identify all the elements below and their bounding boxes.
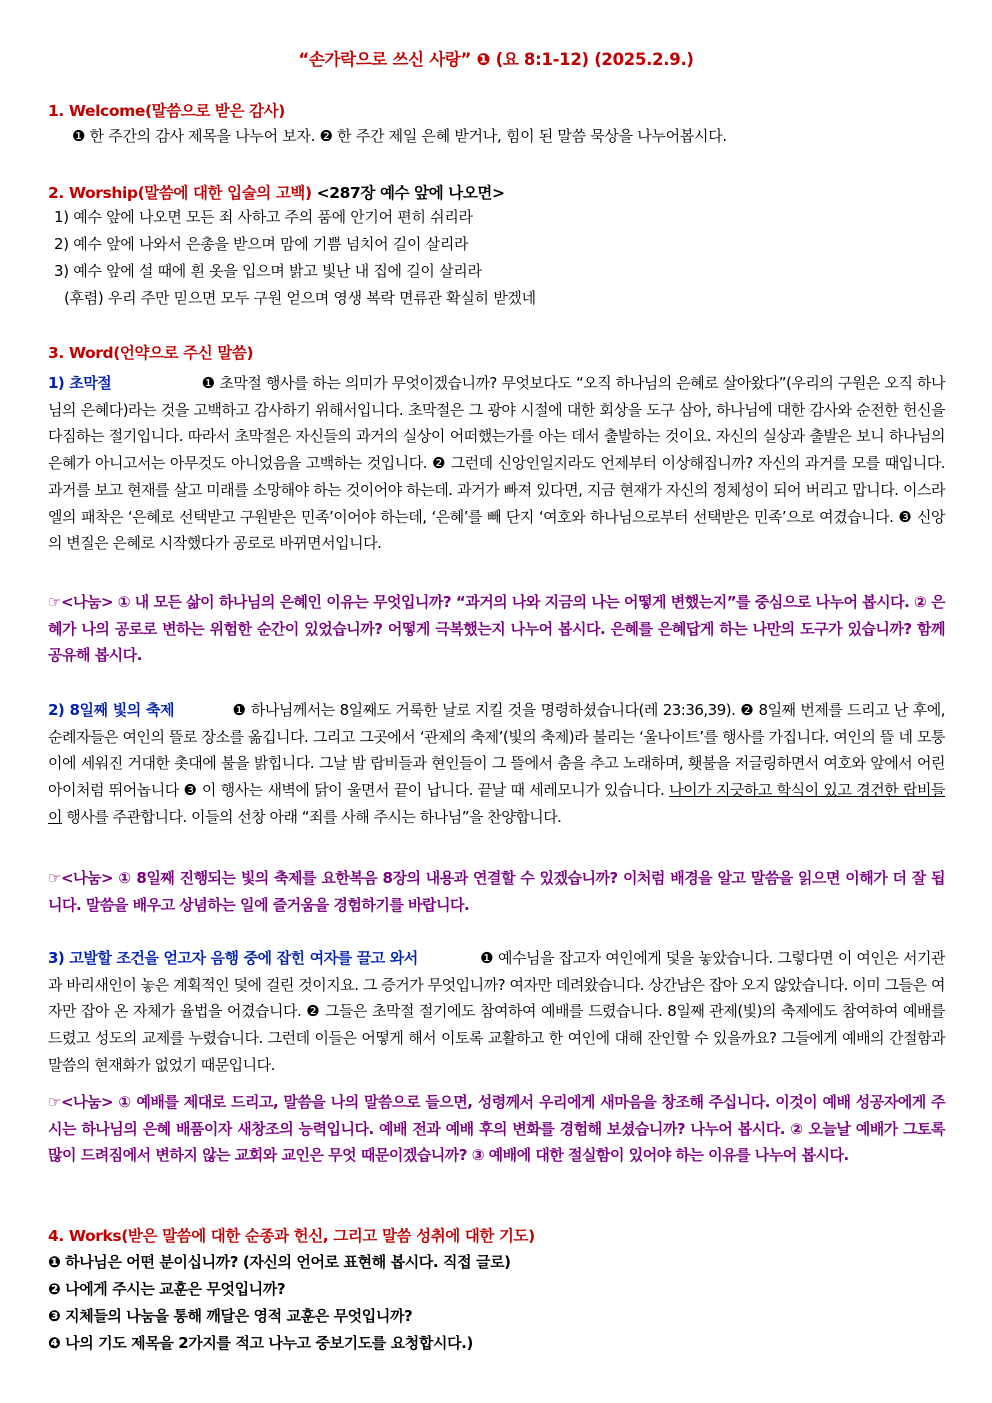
subtitle-adulterous-woman: 3) 고발할 조건을 얻고자 음행 중에 잡힌 여자를 끌고 와서: [48, 949, 418, 967]
paragraph-3-body: ❶ 예수님을 잡고자 여인에게 덫을 놓았습니다. 그렇다면 이 여인은 서기관과 바리새인이 놓은 계획적인 덫에 걸린 것이지요. 그 증거가 무엇입니까? 여자만 데려왔습니다. 상간남은 잡아 오지 않았습니다. 이미 그들은 여자만 잡아 온 자체가 율법을 어겼습니다. ❷ 그들은 초막절 절기에도 참여하여 예배를 드렸습니다. 8일째 관제(빛)의 축제에도 참여하여 예배를 드렸고 성도의 교제를 누렸습니다. 그런데 이들은 어떻게 해서 이토록 교활하고 한 여인에 대해 잔인할 수 있을까요? 그들에게 예배의 간절함과 말씀의 현재화가 없었기 때문입니다.: [48, 949, 945, 1074]
hymn-title: <287장 예수 앞에 나오면>: [316, 184, 505, 202]
title-reference: (요 8:1-12) (2025.2.9.): [495, 50, 694, 69]
worship-heading-text: 2. Worship(말씀에 대한 입술의 고백): [48, 184, 312, 202]
subtitle-tabernacles: 1) 초막절: [48, 374, 112, 392]
subtitle-festival-of-lights: 2) 8일째 빛의 축제: [48, 701, 174, 719]
paragraph-1-body: ❶ 초막절 행사를 하는 의미가 무엇이겠습니까? 무엇보다도 “오직 하나님의 은혜로 살아왔다”(우리의 구원은 오직 하나님의 은혜다)라는 것을 고백하고 감사하기 위해서입니다. 초막절은 그 광야 시절에 대한 회상을 도구 삼아, 하나님에 대한 감사와 순전한 헌신을 다짐하는 절기입니다. 따라서 초막절은 자신들의 과거의 실상이 어떠했는가를 아는 데서 출발하는 것이요. 자신의 실상과 출발은 보니 하나님의 은혜가 아니고서는 아무것도 아니었음을 고백하는 것입니다. ❷ 그런데 신앙인일지라도 언제부터 이상해집니까? 자신의 과거를 모를 때입니다. 과거를 보고 현재를 살고 미래를 소망해야 하는 것이어야 하는데. 과거가 빠져 있다면, 지금 현재가 자신의 정체성이 되어 버리고 맙니다. 이스라엘의 패착은 ‘은혜로 선택받고 구원받은 민족’이어야 하는데, ‘은혜’를 빼 단지 ‘여호와 하나님으로부터 선택받은 민족’으로 여겼습니다. ❸ 신앙의 변질은 은혜로 시작했다가 공로로 바뀌면서입니다.: [48, 374, 945, 553]
paragraph-2-body-a: ❶ 하나님께서는 8일째도 거룩한 날로 지킬 것을 명령하셨습니다(레 23:36,39). ❷ 8일째 번제를 드리고 난 후에, 순례자들은 여인의 뜰로 장소를 옮깁니다. 그리고 그곳에서 ‘관제의 축제’(빛의 축제)라 불리는 ‘울나이트’를 행사를 가집니다. 여인의 뜰 네 모퉁이에 세워진 거대한 촛대에 불을 밝힙니다. 그날 밤 랍비들과 현인들이 그 뜰에서 춤을 추고 노래하며, 횃불을 저글링하면서 여호와 앞에서 어린아이처럼 뛰어놉니다 ❸ 이 행사는 새벽에 닭이 울면서 끝이 납니다. 끝날 때 세레모니가 있습니다.: [48, 701, 945, 800]
paragraph-2-underlined: 나이가 지긋하고 학식이 있고 경건한 랍비들이: [48, 781, 945, 826]
welcome-line: ❶ 한 주간의 감사 제목을 나누어 보자. ❷ 한 주간 제일 은혜 받거나, 힘이 된 말씀 묵상을 나누어봅시다.: [72, 127, 727, 145]
hymn-verse-2: 2) 예수 앞에 나와서 은총을 받으며 맘에 기쁨 넘치어 길이 살리라: [54, 235, 469, 253]
word-paragraph-2: [48, 697, 945, 831]
works-item-2: ❷ 나에게 주시는 교훈은 무엇입니까?: [48, 1280, 286, 1298]
hymn-verse-1: 1) 예수 앞에 나오면 모든 죄 사하고 주의 품에 안기어 편히 쉬리라: [54, 208, 473, 226]
share-box-3: ☞<나눔> ① 예배를 제대로 드리고, 말씀을 나의 말씀으로 들으면, 성령께서 우리에게 새마음을 창조해 주십니다. 이것이 예배 성공자에게 주시는 하나님의 은혜 배품이자 새창조의 능력입니다. 예배 전과 예배 후의 변화를 경험해 보셨습니까? 나누어 봅시다. ② 오늘날 예배가 그토록 많이 드려짐에서 변하지 않는 교회와 교인은 무엇 때문이겠습니까? ③ 예배에 대한 절실함이 있어야 하는 이유를 나누어 봅시다.: [48, 1093, 945, 1165]
share-box-2: ☞<나눔> ① 8일째 진행되는 빛의 축제를 요한복음 8장의 내용과 연결할 수 있겠습니까? 이처럼 배경을 알고 말씀을 읽으면 이해가 더 잘 됩니다. 말씀을 배우고 상념하는 일에 즐거움을 경험하기를 바랍니다.: [48, 869, 945, 914]
works-item-1: ❶ 하나님은 어떤 분이십니까? (자신의 언어로 표현해 봅시다. 직접 글로): [48, 1253, 511, 1271]
section-welcome-heading: 1. Welcome(말씀으로 받은 감사): [48, 102, 285, 120]
title-main: “손가락으로 쓰신 사랑” ❶: [298, 50, 491, 69]
hymn-verse-3: 3) 예수 앞에 설 때에 흰 옷을 입으며 밝고 빛난 내 집에 길이 살리라: [54, 262, 482, 280]
section-works-heading: 4. Works(받은 말씀에 대한 순종과 헌신, 그리고 말씀 성취에 대한 기도): [48, 1227, 535, 1245]
hymn-chorus: (후렴) 우리 주만 믿으면 모두 구원 얻으며 영생 복락 면류관 확실히 받겠네: [64, 289, 536, 307]
word-paragraph-3: [48, 945, 945, 1079]
paragraph-2-body-b: 행사를 주관합니다. 이들의 선창 아래 “죄를 사해 주시는 하나님”을 찬양합니다.: [62, 807, 562, 826]
document-title: [0, 46, 992, 70]
word-paragraph-1: [48, 370, 945, 557]
works-item-4: ❹ 나의 기도 제목을 2가지를 적고 나누고 중보기도를 요청합시다.): [48, 1334, 473, 1352]
works-item-3: ❸ 지체들의 나눔을 통해 깨달은 영적 교훈은 무엇입니까?: [48, 1307, 413, 1325]
section-word-heading: 3. Word(언약으로 주신 말씀): [48, 344, 254, 362]
section-worship-heading: [48, 181, 505, 203]
share-box-1: ☞<나눔> ① 내 모든 삶이 하나님의 은혜인 이유는 무엇입니까? “과거의 나와 지금의 나는 어떻게 변했는지”를 중심으로 나누어 봅시다. ② 은혜가 나의 공로로 변하는 위험한 순간이 있었습니까? 어떻게 극복했는지 나누어 봅시다. 은혜를 은혜답게 하는 나만의 도구가 있습니까? 함께 공유해 봅시다.: [48, 593, 945, 665]
